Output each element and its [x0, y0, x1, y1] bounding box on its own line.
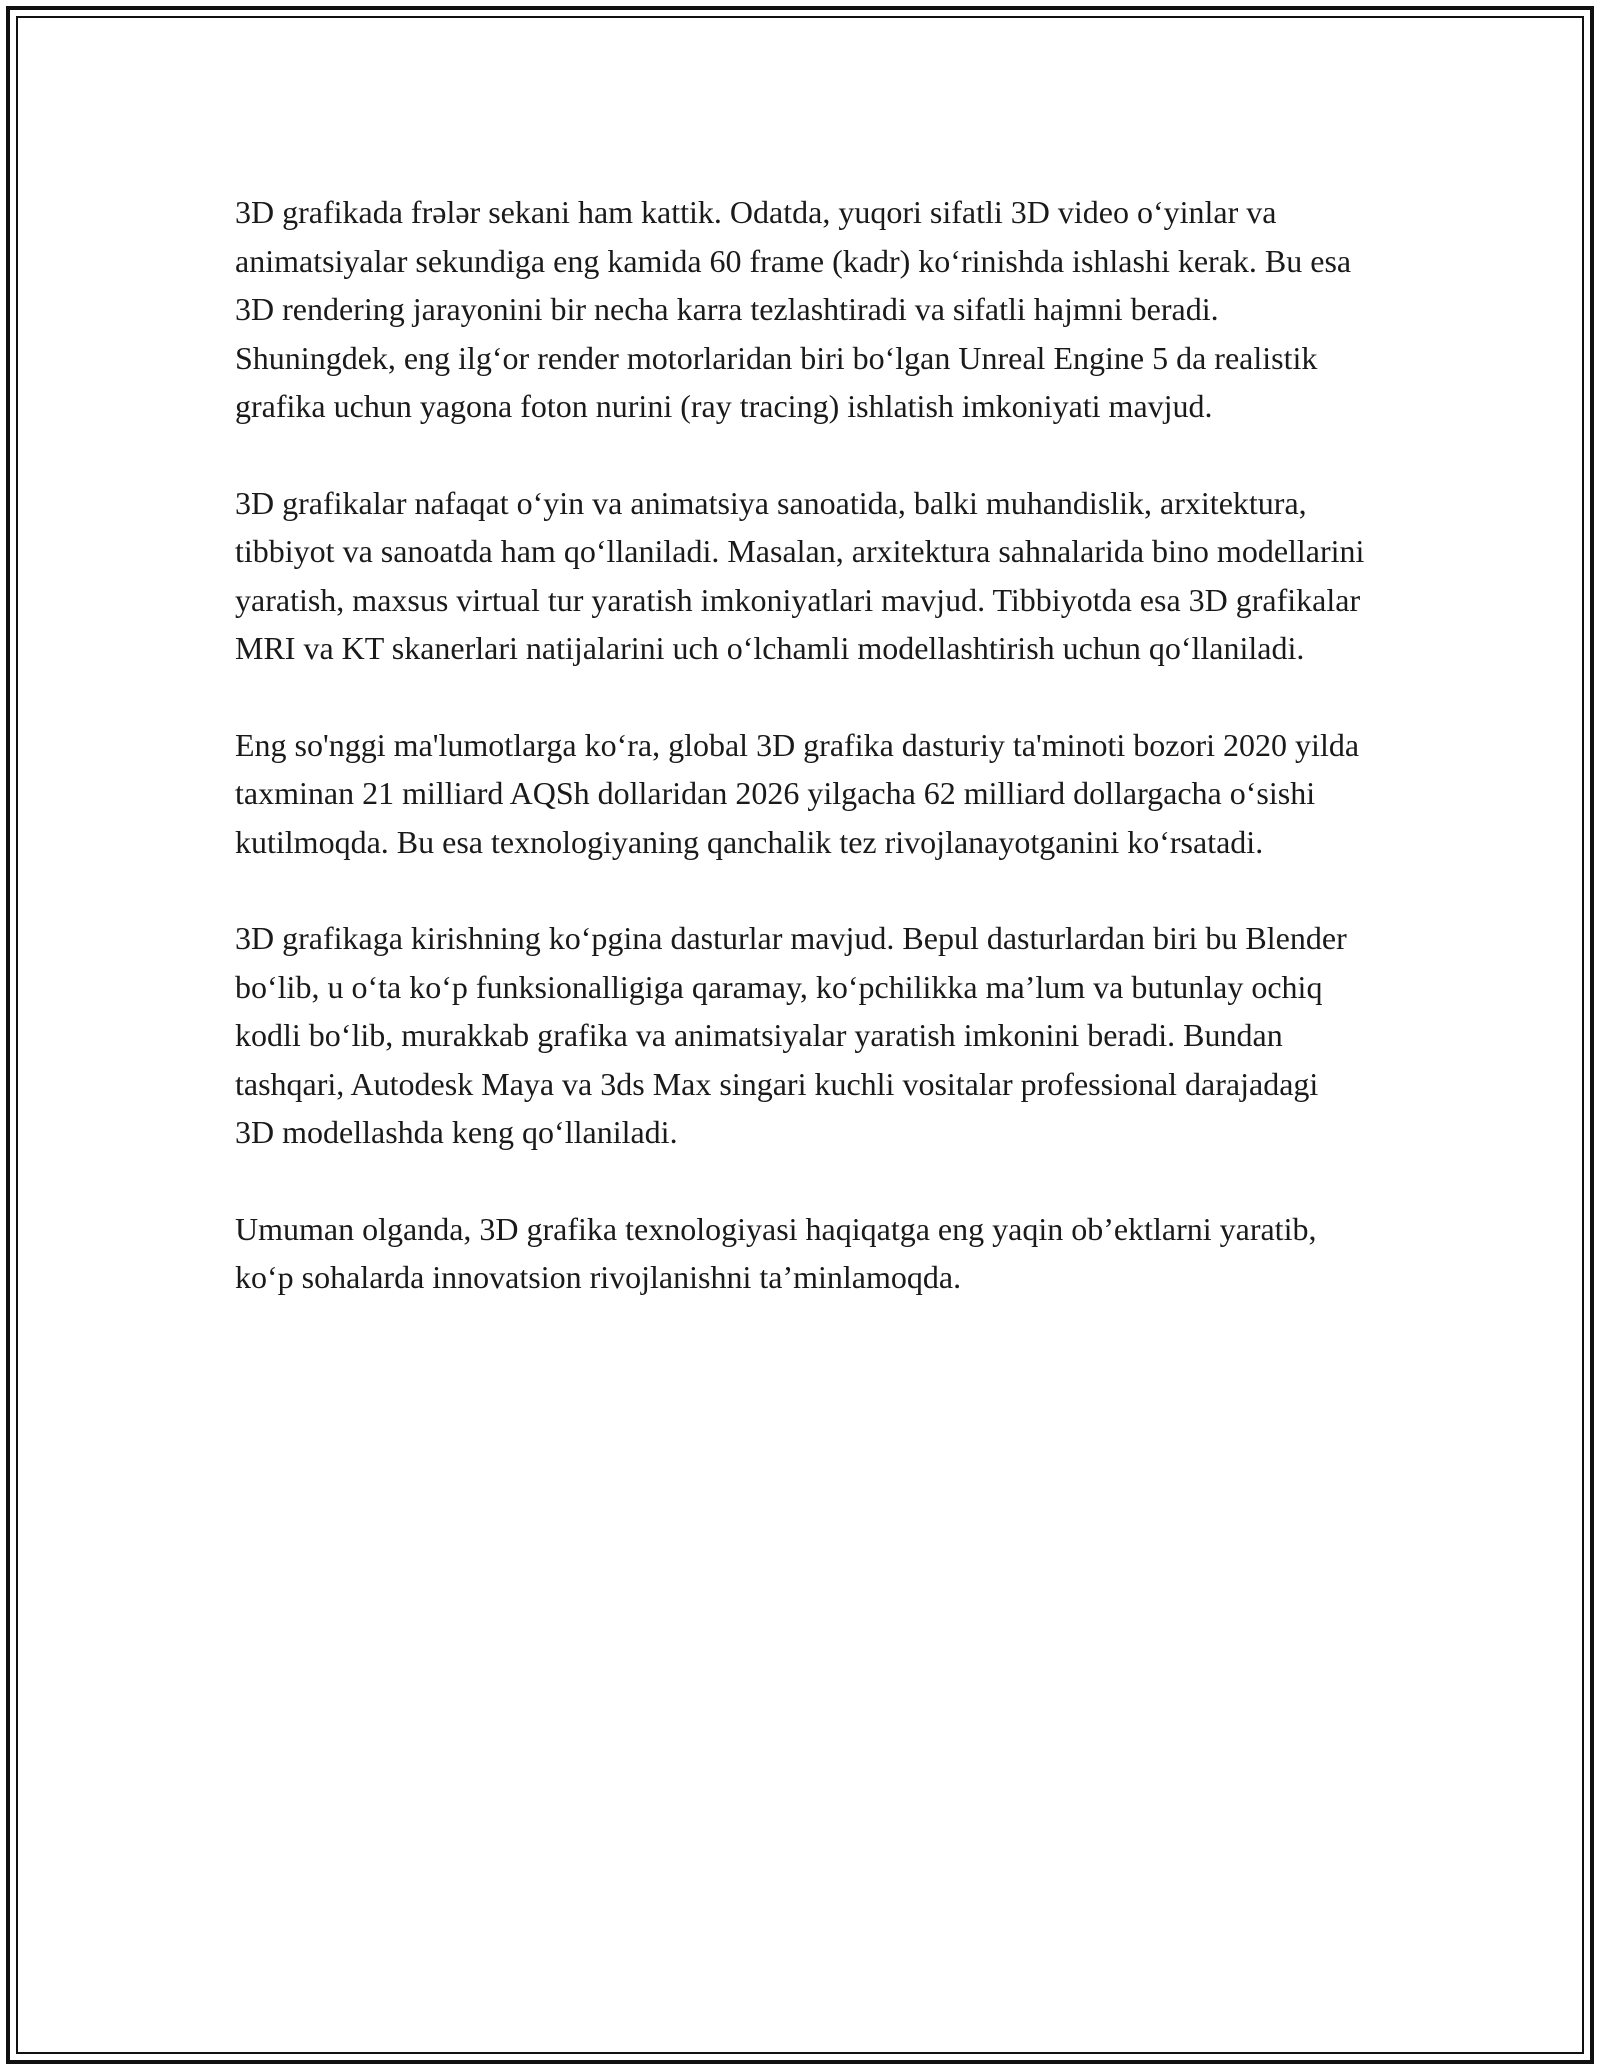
document-body: [235, 188, 1365, 1350]
paragraph-software-tools: 3D grafikaga kirishning ko‘pgina dasturlar mavjud. Bepul dasturlardan biri bu Blender bo‘lib, u o‘ta ko‘p funksionalligiga qaramay, ko‘pchilikka ma’lum va butunlay ochiq kodli bo‘lib, murakkab grafika va animatsiyalar yaratish imkonini beradi. Bundan tashqari, Autodesk Maya va 3ds Max singari kuchli vositalar professional darajadagi 3D modellashda keng qo‘llaniladi.: [235, 920, 1347, 1150]
paragraph-frame-rates: 3D grafikada frələr sekani ham kattik. Odatda, yuqori sifatli 3D video o‘yinlar va animatsiyalar sekundiga eng kamida 60 frame (kadr) ko‘rinishda ishlashi kerak. Bu esa 3D rendering jarayonini bir necha karra tezlashtiradi va sifatli hajmni beradi. Shuningdek, eng ilg‘or render motorlaridan biri bo‘lgan Unreal Engine 5 da realistik grafika uchun yagona foton nurini (ray tracing) ishlatish imkoniyati mavjud.: [235, 194, 1352, 424]
paragraph-applications: 3D grafikalar nafaqat o‘yin va animatsiya sanoatida, balki muhandislik, arxitektura, tibbiyot va sanoatda ham qo‘llaniladi. Masalan, arxitektura sahnalarida bino modellarini yaratish, maxsus virtual tur yaratish imkoniyatlari mavjud. Tibbiyotda esa 3D grafikalar MRI va KT skanerlari natijalarini uch o‘lchamli modellashtirish uchun qo‘llaniladi.: [235, 484, 1365, 666]
paragraph-conclusion: Umuman olganda, 3D grafika texnologiyasi haqiqatga eng yaqin ob’ektlarni yaratib, ko‘p sohalarda innovatsion rivojlanishni ta’minlamoqda.: [235, 1210, 1317, 1295]
paragraph-market-growth: Eng so'nggi ma'lumotlarga ko‘ra, global 3D grafika dasturiy ta'minoti bozori 2020 yilda taxminan 21 milliard AQSh dollaridan 2026 yilgacha 62 milliard dollargacha o‘sishi kutilmoqda. Bu esa texnologiyaning qanchalik tez rivojlanayotganini ko‘rsatadi.: [235, 726, 1360, 860]
